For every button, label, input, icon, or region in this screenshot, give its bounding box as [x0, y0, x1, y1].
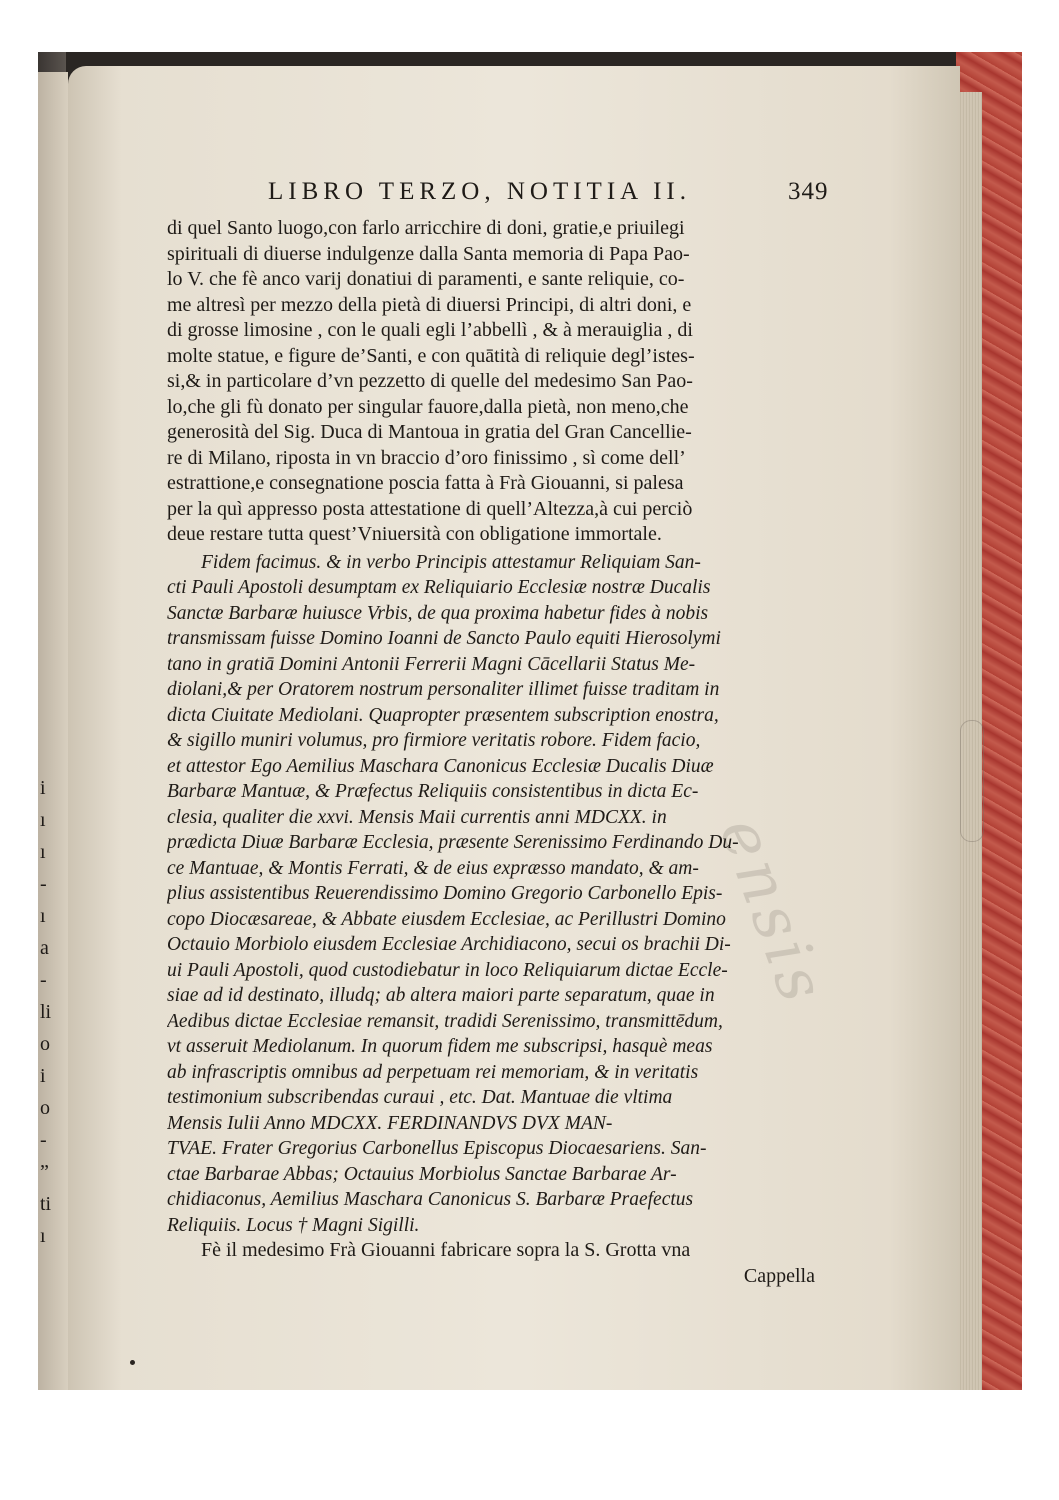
- italic-attestation: [167, 550, 851, 1239]
- text-line: copo Diocæsareae, & Abbate eiusdem Ecclesiae, ac Perillustri Domino: [167, 908, 726, 930]
- text-line: deue restare tutta quest’Vniuersità con obligatione immortale.: [167, 523, 662, 545]
- running-header: [268, 178, 829, 212]
- margin-mark: ti: [40, 1193, 52, 1215]
- margin-mark: i: [40, 777, 46, 799]
- margin-mark: ı: [40, 841, 46, 863]
- text-line: molte statue, e figure de’Santi, e con quātità di reliquie degl’istes-: [167, 344, 695, 367]
- text-line: et attestor Ego Aemilius Maschara Canonicus Ecclesiæ Ducalis Diuæ: [167, 755, 714, 777]
- margin-mark: li: [40, 1001, 52, 1023]
- text-line: TVAE. Frater Gregorius Carbonellus Episcopus Diocaesariens. San-: [167, 1138, 707, 1159]
- text-line: ctae Barbarae Abbas; Octauius Morbiolus Sanctae Barbarae Ar-: [167, 1163, 677, 1185]
- book-page: [68, 66, 960, 1390]
- text-line: ab infrascriptis omnibus ad perpetuam rei memoriam, & in veritatis: [167, 1061, 699, 1083]
- text-line: Aedibus dictae Ecclesiae remansit, tradidi Serenissimo, transmittēdum,: [167, 1010, 723, 1032]
- text-line: vt asseruit Mediolanum. In quorum fidem me subscripsi, hasquè meas: [167, 1036, 713, 1057]
- text-line: dicta Ciuitate Mediolani. Quapropter præsentem subscription enostra,: [167, 704, 719, 726]
- margin-mark: ”: [40, 1161, 49, 1183]
- text-line: Mensis Iulii Anno MDCXX. FERDINANDVS DVX MAN-: [167, 1112, 613, 1134]
- closing-line: Fè il medesimo Frà Giouanni fabricare sopra la S. Grotta vna: [201, 1239, 691, 1261]
- text-line: tano in gratiā Domini Antonii Ferrerii Magni Cācellarii Status Me-: [167, 653, 696, 675]
- page-text: [167, 216, 851, 1289]
- margin-mark: a: [40, 937, 49, 959]
- text-line: di grosse limosine , con le quali egli l’abbellì , & à merauiglia , di: [167, 319, 693, 341]
- margin-marks: [40, 772, 66, 1252]
- text-line: prædicta Diuæ Barbaræ Ecclesia, præsente Serenissimo Ferdinando Du-: [167, 832, 739, 853]
- text-line: siae ad id destinato, illudq; ab altera maiori parte separatum, quae in: [167, 985, 715, 1006]
- margin-mark: ı: [40, 1225, 46, 1247]
- book-scan: [38, 52, 1022, 1390]
- text-line: di quel Santo luogo,con farlo arricchire di doni, gratie,e priuilegi: [167, 217, 685, 239]
- roman-paragraph: [167, 216, 851, 548]
- catchword: Cappella: [743, 1264, 815, 1287]
- text-line: lo,che gli fù donato per singular fauore,dalla pietà, non meno,che: [167, 395, 689, 418]
- text-line: per la quì appresso posta attestatione di quell’Altezza,à cui perciò: [167, 497, 693, 520]
- text-line: chidiaconus, Aemilius Maschara Canonicus S. Barbaræ Praefectus: [167, 1189, 694, 1210]
- margin-mark: o: [40, 1033, 50, 1055]
- text-line: estrattione,e consegnatione poscia fatta à Frà Giouanni, si palesa: [167, 472, 684, 494]
- margin-mark: i: [40, 1065, 46, 1087]
- page-number: 349: [788, 178, 829, 205]
- text-line: Fidem facimus. & in verbo Principis attestamur Reliquiam San-: [201, 551, 701, 573]
- text-line: plius assistentibus Reuerendissimo Domino Gregorio Carbonello Epis-: [167, 883, 723, 904]
- text-line: si,& in particolare d’vn pezzetto di quelle del medesimo San Pao-: [167, 370, 693, 392]
- text-line: clesia, qualiter die xxvi. Mensis Maii currentis anni MDCXX. in: [167, 806, 667, 828]
- text-line: me altresì per mezzo della pietà di diuersi Principi, di altri doni, e: [167, 293, 692, 316]
- text-line: diolani,& per Oratorem nostrum personaliter illimet fuisse traditam in: [167, 679, 720, 700]
- text-line: Sanctæ Barbaræ huiusce Vrbis, de qua proxima habetur fides à nobis: [167, 602, 709, 624]
- text-line: transmissam fuisse Domino Ioanni de Sancto Paulo equiti Hierosolymi: [167, 628, 721, 649]
- margin-mark: -: [40, 1129, 47, 1151]
- text-line: ui Pauli Apostoli, quod custodiebatur in loco Reliquiarum dictae Eccle-: [167, 959, 728, 981]
- text-line: Octauio Morbiolo eiusdem Ecclesiae Archidiacono, secui os brachii Di-: [167, 934, 731, 955]
- ink-dot: [130, 1360, 135, 1365]
- text-line: ce Mantuae, & Montis Ferrati, & de eius expræsso mandato, & am-: [167, 857, 699, 879]
- text-line: Barbaræ Mantuæ, & Præfectus Reliquiis consistentibus in dicta Ec-: [167, 781, 699, 802]
- text-line: lo V. che fè anco varij donatiui di paramenti, e sante reliquie, co-: [167, 268, 685, 290]
- margin-mark: ı: [40, 905, 46, 927]
- text-line: re di Milano, riposta in vn braccio d’oro finissimo , sì come dell’: [167, 446, 686, 469]
- library-stamp: ensis: [704, 808, 841, 1017]
- margin-mark: o: [40, 1097, 50, 1119]
- margin-mark: -: [40, 873, 47, 895]
- text-line: spirituali di diuerse indulgenze dalla Santa memoria di Papa Pao-: [167, 242, 690, 265]
- previous-page-edge: [38, 72, 68, 1390]
- library-seal: [960, 720, 984, 842]
- running-title: LIBRO TERZO, NOTITIA II.: [268, 178, 691, 205]
- text-line: generosità del Sig. Duca di Mantoua in gratia del Gran Cancellie-: [167, 421, 692, 443]
- text-line: & sigillo muniri volumus, pro firmiore veritatis robore. Fidem facio,: [167, 730, 701, 751]
- margin-mark: -: [40, 969, 47, 991]
- text-line: cti Pauli Apostoli desumptam ex Reliquiario Ecclesiæ nostræ Ducalis: [167, 577, 711, 598]
- text-line: testimonium subscribendas curaui , etc. Dat. Mantuae die vltima: [167, 1087, 673, 1108]
- text-line: Reliquiis. Locus † Magni Sigilli.: [167, 1214, 420, 1236]
- margin-mark: ı: [40, 809, 46, 831]
